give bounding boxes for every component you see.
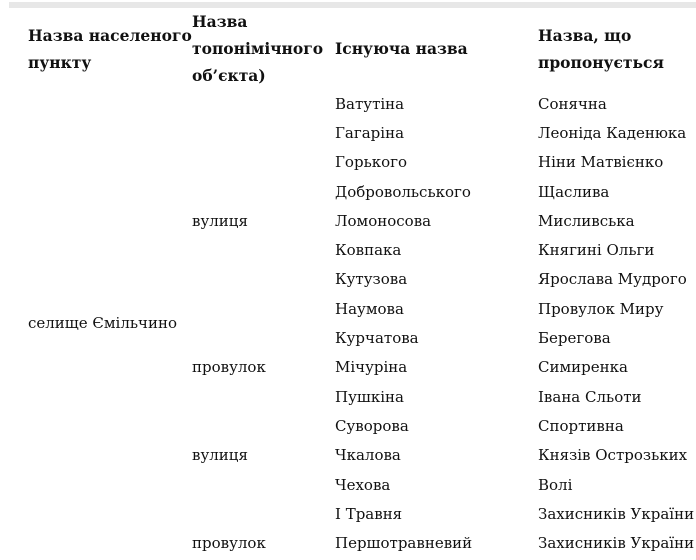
existing-name-cell: І Травня (335, 504, 403, 523)
existing-name-cell: Пушкіна (335, 387, 404, 406)
header-line: Назва, що (538, 25, 632, 45)
header-line: Назва (192, 12, 248, 31)
existing-name-cell: Кутузова (335, 270, 408, 289)
table-row (0, 89, 696, 118)
existing-name-cell: Горького (335, 153, 408, 172)
proposed-name-cell: Ніни Матвієнко (538, 153, 664, 172)
proposed-name-cell: Князів Острозьких (538, 446, 688, 465)
header-line: об’єкта) (192, 66, 266, 85)
proposed-name-cell: Провулок Миру (538, 299, 664, 318)
proposed-name-cell: Волі (538, 475, 573, 494)
toponym-type-cell: вулиця (192, 211, 248, 230)
existing-name-cell: Суворова (335, 416, 409, 435)
existing-name-cell: Ватутіна (335, 94, 405, 113)
proposed-name-cell: Захисників України (538, 534, 695, 553)
existing-name-cell: Ковпака (335, 241, 402, 260)
proposed-name-cell: Берегова (538, 329, 611, 348)
proposed-name-cell: Івана Сльоти (538, 387, 642, 406)
existing-name-cell: Чехова (335, 475, 391, 494)
header-line: Існуюча назва (335, 39, 468, 58)
rename-table-body (0, 89, 696, 558)
proposed-name-cell: Спортивна (538, 416, 624, 435)
header-settlement (0, 8, 192, 89)
header-line: Назва населеного (28, 25, 192, 45)
proposed-name-cell: Сонячна (538, 94, 607, 113)
existing-name-cell: Курчатова (335, 329, 419, 348)
existing-name-cell: Добровольського (335, 182, 471, 201)
existing-name-cell: Мічуріна (335, 358, 408, 377)
header-toponym-type (192, 8, 335, 89)
proposed-name-cell: Княгині Ольги (538, 241, 655, 260)
proposed-name-cell: Симиренка (538, 358, 628, 377)
proposed-name-cell: Ярослава Мудрого (538, 270, 687, 289)
street-rename-table (0, 8, 696, 558)
proposed-name-cell: Мисливська (538, 211, 635, 230)
existing-name-cell: Гагаріна (335, 123, 405, 142)
toponym-type-cell: вулиця (192, 446, 248, 465)
existing-name-cell: Чкалова (335, 446, 401, 465)
proposed-name-cell: Щаслива (538, 182, 610, 201)
header-line: пропонується (538, 52, 664, 72)
existing-name-cell: Наумова (335, 299, 404, 318)
header-proposed-name (538, 8, 696, 89)
existing-name-cell: Першотравневий (335, 534, 473, 553)
header-line: пункту (28, 52, 92, 72)
settlement-cell: селище Ємільчино (28, 314, 177, 333)
toponym-type-cell: провулок (192, 358, 266, 377)
proposed-name-cell: Леоніда Каденюка (538, 123, 687, 142)
header-existing-name (335, 8, 538, 89)
proposed-name-cell: Захисників України (538, 504, 695, 523)
toponym-type-cell: провулок (192, 534, 266, 553)
header-row (0, 8, 696, 89)
existing-name-cell: Ломоносова (335, 211, 432, 230)
header-line: топонімічного (192, 39, 324, 58)
